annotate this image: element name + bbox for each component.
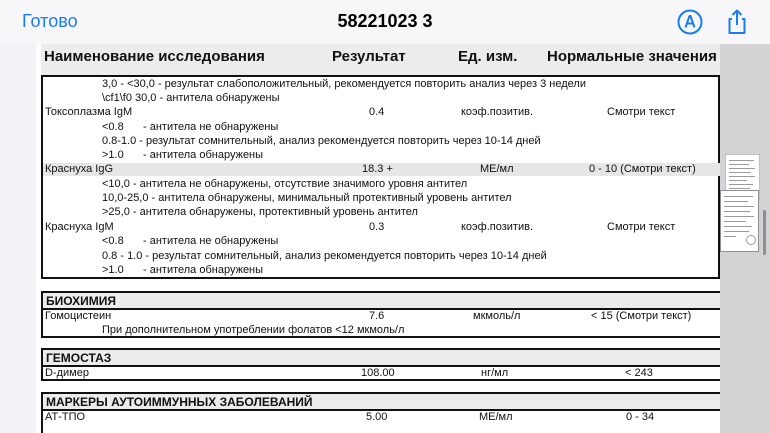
test-name: Краснуха IgM [45, 221, 114, 233]
header-unit: Ед. изм. [458, 48, 518, 65]
test-unit: МЕ/мл [479, 411, 513, 423]
section-header [43, 293, 720, 310]
note-text: - антитела не обнаружены [143, 121, 279, 133]
note-line: 3,0 - <30,0 - результат слабоположительный, рекомендуется повторить анализ через 3 недели [102, 78, 586, 90]
note-code: <0.8 [102, 235, 124, 247]
header-name: Наименование исследования [44, 48, 265, 65]
note-code: >1.0 [102, 264, 124, 276]
note-text: - антитела обнаружены [143, 264, 264, 276]
test-normal: 0 - 34 [626, 411, 655, 423]
table-header [41, 44, 720, 77]
note-line: >25,0 - антитела обнаружены, протективный уровень антител [102, 206, 418, 218]
test-result: 108.00 [361, 367, 395, 379]
section-biochemistry [41, 291, 720, 338]
top-toolbar [0, 0, 770, 44]
note-line: <10,0 - антитела не обнаружены, отсутствие значимого уровня антител [102, 178, 468, 190]
test-normal: Смотри текст [607, 106, 676, 118]
test-result: 0.4 [369, 106, 385, 118]
test-name: D-димер [45, 367, 89, 379]
section-hemostasis [41, 348, 720, 381]
note-code: <0.8 [102, 121, 124, 133]
test-name: Краснуха IgG [45, 163, 113, 175]
table-bottom-border [41, 277, 720, 279]
note-line: При дополнительном употреблении фолатов <12 мкмоль/л [102, 324, 405, 336]
test-unit: МЕ/мл [480, 163, 514, 175]
section-title: БИОХИМИЯ [46, 294, 117, 308]
test-name: Гомоцистеин [45, 310, 112, 322]
section-title: МАРКЕРЫ АУТОИММУННЫХ ЗАБОЛЕВАНИЙ [46, 395, 313, 409]
section-autoimmune [41, 392, 720, 433]
table-left-border [41, 75, 43, 279]
test-result: 5.00 [366, 411, 388, 423]
test-normal: Смотри текст [607, 221, 676, 233]
document-page[interactable] [36, 44, 720, 433]
test-unit: нг/мл [481, 367, 509, 379]
document-title: 58221023 3 [337, 11, 433, 31]
test-normal: < 15 (Смотри текст) [591, 310, 692, 322]
note-line: 10,0-25,0 - антитела обнаружены, минимальный протективный уровень антител [102, 192, 512, 204]
test-result: 7.6 [369, 310, 385, 322]
note-text: - антитела обнаружены [143, 149, 264, 161]
test-name: Токсоплазма IgM [45, 106, 133, 118]
page-thumbnail-2[interactable] [720, 190, 759, 252]
markup-pen-icon[interactable] [676, 8, 704, 36]
header-result: Результат [332, 48, 406, 65]
note-line: 0.8 - 1.0 - результат сомнительный, анализ рекомендуется повторить через 10-14 дней [102, 250, 547, 262]
section-header [43, 350, 720, 367]
section-header [43, 394, 720, 411]
test-normal: < 243 [625, 367, 653, 379]
test-result: 18.3 + [362, 163, 393, 175]
scroll-indicator[interactable] [763, 210, 766, 255]
test-normal: 0 - 10 (Смотри текст) [589, 163, 696, 175]
header-normal: Нормальные значения [547, 48, 717, 65]
share-icon[interactable] [723, 8, 751, 36]
test-result: 0.3 [369, 221, 385, 233]
note-text: - антитела не обнаружены [143, 235, 279, 247]
note-code: >1.0 [102, 149, 124, 161]
note-line: \cf1\f0 30,0 - антитела обнаружены [102, 92, 280, 104]
test-unit: коэф.позитив. [461, 106, 533, 118]
test-unit: коэф.позитив. [461, 221, 533, 233]
test-unit: мкмоль/л [473, 310, 521, 322]
note-line: 0.8-1.0 - результат сомнительный, анализ рекомендуется повторить через 10-14 дней [102, 135, 541, 147]
section-title: ГЕМОСТАЗ [46, 351, 112, 365]
test-name: АТ-ТПО [45, 411, 86, 423]
done-button[interactable]: Готово [22, 11, 78, 31]
